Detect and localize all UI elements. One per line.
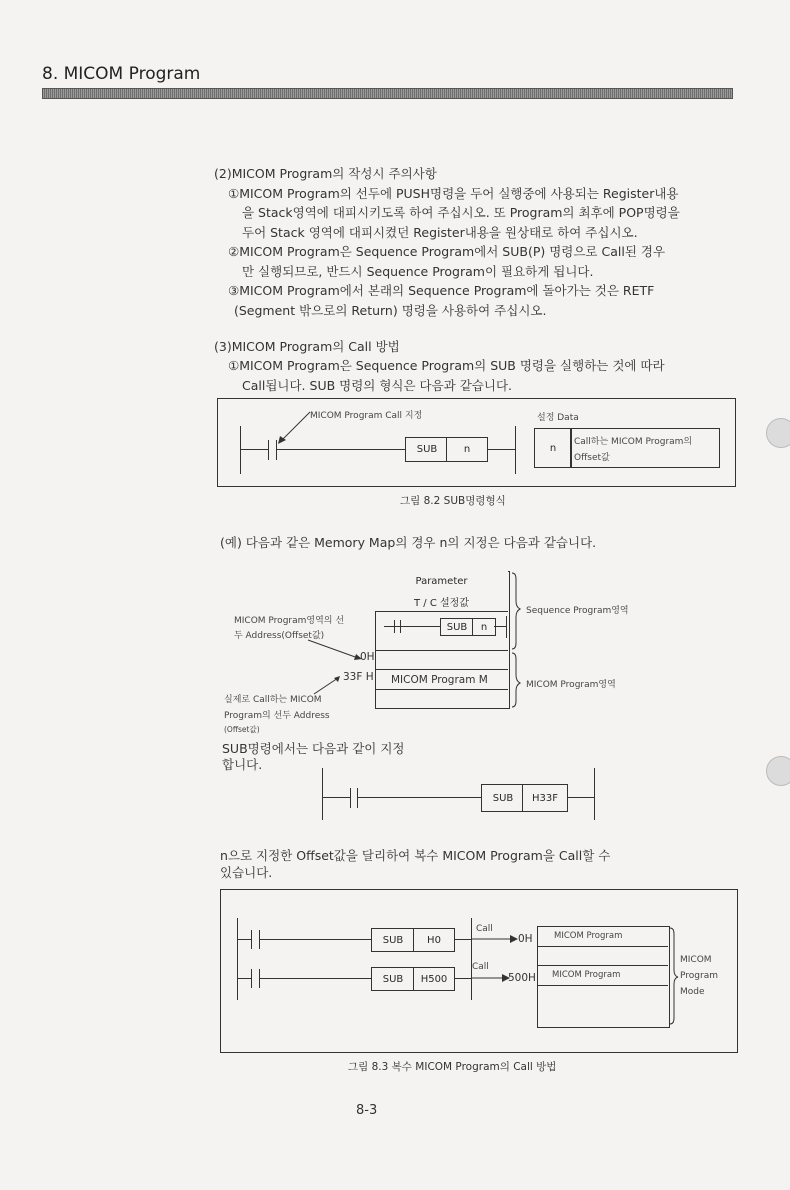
ladder-wire <box>259 939 371 940</box>
contact-bar <box>268 440 269 460</box>
address-0h: 0H <box>518 933 533 945</box>
setting-desc-line: Call하는 MICOM Program의 <box>574 437 693 447</box>
ladder-wire <box>322 797 350 798</box>
memmap-divider <box>375 689 508 690</box>
sub-instruction-box: SUB <box>371 967 415 991</box>
program-divider <box>537 985 668 986</box>
section2-line: 두어 Stack 영역에 대피시켰던 Register내용을 원상태로 하여 주십시오. <box>242 225 638 240</box>
arrow-to-0h <box>306 638 366 662</box>
section2-heading: (2)MICOM Program의 작성시 주의사항 <box>214 166 437 181</box>
setting-data-title: 설정 Data <box>537 413 579 423</box>
ladder-rail-right <box>471 918 472 1000</box>
ladder-wire <box>259 978 371 979</box>
side-label: MICOM <box>680 955 712 965</box>
ladder-wire <box>237 939 251 940</box>
section3-heading: (3)MICOM Program의 Call 방법 <box>214 339 400 354</box>
sub-instruction-box: SUB <box>481 784 525 812</box>
side-label: Program <box>680 971 718 981</box>
ladder-rail-right <box>594 768 595 820</box>
section2-line: ③MICOM Program에서 본래의 Sequence Program에 돌아가는 것은 RETF <box>228 283 655 298</box>
memmap-contact <box>394 620 395 633</box>
callout-arrow <box>274 408 314 448</box>
memmap-left-label: Program의 선두 Address <box>224 711 330 721</box>
ladder-wire <box>454 978 471 979</box>
memmap-sub-box: SUB <box>440 618 474 636</box>
call-label: Call <box>472 962 489 972</box>
sub-instruction-box: SUB <box>405 437 449 462</box>
page-number: 8-3 <box>356 1103 378 1118</box>
n-note-text: n으로 지정한 Offset값을 달리하여 복수 MICOM Program을 Call할 수 <box>220 848 611 863</box>
ladder-wire <box>357 797 481 798</box>
sub-operand-box: H33F <box>522 784 568 812</box>
sub-operand-box: H500 <box>413 967 455 991</box>
fig82-caption: 그림 8.2 SUB명령형식 <box>400 495 506 507</box>
call-arrow <box>472 932 520 946</box>
sub-instruction-box: SUB <box>371 928 415 952</box>
memmap-parameter: Parameter <box>375 571 508 592</box>
program-label: MICOM Program <box>552 970 621 980</box>
contact-bar <box>350 788 351 808</box>
n-note-text: 있습니다. <box>220 865 273 880</box>
setting-table-n: n <box>534 428 572 468</box>
memmap-tc: T / C 설정값 <box>375 591 508 612</box>
memmap-wire <box>384 626 400 627</box>
memmap-divider <box>375 650 508 651</box>
ladder-rail-left <box>240 426 241 474</box>
memmap-n-box: n <box>472 618 496 636</box>
call-label: Call <box>476 924 493 934</box>
ladder-wire <box>237 978 251 979</box>
memmap-left-label: 실제로 Call하는 MICOM <box>224 695 322 705</box>
binder-hole <box>766 756 790 786</box>
ladder-wire <box>567 797 594 798</box>
memmap-divider <box>375 669 508 670</box>
section2-line: ①MICOM Program의 선두에 PUSH명령을 두어 실행중에 사용되는 Register내용 <box>228 186 679 201</box>
section2-line: 만 실행되므로, 반드시 Sequence Program이 필요하게 됩니다. <box>242 264 594 279</box>
program-divider <box>537 965 668 966</box>
ladder-wire <box>454 939 471 940</box>
contact-bar <box>251 969 252 988</box>
ladder-rail-left <box>237 918 238 1000</box>
example-text: (예) 다음과 같은 Memory Map의 경우 n의 지정은 다음과 같습니다. <box>220 535 597 550</box>
program-divider <box>537 946 668 947</box>
memmap-right-micom: MICOM Program영역 <box>526 680 616 690</box>
side-label: Mode <box>680 987 705 997</box>
section3-line: Call됩니다. SUB 명령의 형식은 다음과 같습니다. <box>242 378 513 393</box>
program-label: MICOM Program <box>554 931 623 941</box>
ladder-rail-left <box>322 768 323 820</box>
label-0h: 0H <box>360 651 375 663</box>
ladder-wire <box>240 449 268 450</box>
section2-line: (Segment 밖으로의 Return) 명령을 사용하여 주십시오. <box>234 303 547 318</box>
memmap-left-label: 두 Address(Offset값) <box>234 631 325 641</box>
memmap-micom-m: MICOM Program M <box>391 674 488 686</box>
fig83-caption: 그림 8.3 복수 MICOM Program의 Call 방법 <box>348 1061 557 1073</box>
setting-desc-line: Offset값 <box>574 453 610 463</box>
contact-bar <box>251 930 252 949</box>
memmap-left-label: (Offset값) <box>224 725 260 734</box>
ladder-rail-right <box>515 426 516 474</box>
memmap-braces <box>510 571 522 711</box>
section2-line: 을 Stack영역에 대피시키도록 하여 주십시오. 또 Program의 최후에 POP명령을 <box>242 205 680 220</box>
sub-setting-text: SUB명령에서는 다음과 같이 지정 <box>222 741 405 756</box>
fig82-callout-label: MICOM Program Call 지정 <box>310 411 423 421</box>
label-33fh: 33F H <box>343 671 374 683</box>
contact-bar <box>357 788 358 808</box>
address-500h: 500H <box>508 972 536 984</box>
memmap-right-seq: Sequence Program영역 <box>526 606 629 616</box>
call-arrow <box>472 971 512 985</box>
sub-operand-box: H0 <box>413 928 455 952</box>
header-rule <box>42 88 733 99</box>
memmap-wire <box>494 626 506 627</box>
ladder-wire <box>276 449 405 450</box>
program-brace <box>669 926 679 1026</box>
section3-line: ①MICOM Program은 Sequence Program의 SUB 명령을 실행하는 것에 따라 <box>228 358 665 373</box>
page-header-title: 8. MICOM Program <box>42 64 201 84</box>
sub-setting-text: 합니다. <box>222 757 263 772</box>
memmap-wire <box>400 626 440 627</box>
ladder-wire <box>487 449 515 450</box>
memmap-left-label: MICOM Program영역의 선 <box>234 616 345 626</box>
sub-operand-box: n <box>446 437 488 462</box>
binder-hole <box>766 418 790 448</box>
memmap-rail <box>506 616 507 638</box>
section2-line: ②MICOM Program은 Sequence Program에서 SUB(P) 명령으로 Call된 경우 <box>228 244 666 259</box>
